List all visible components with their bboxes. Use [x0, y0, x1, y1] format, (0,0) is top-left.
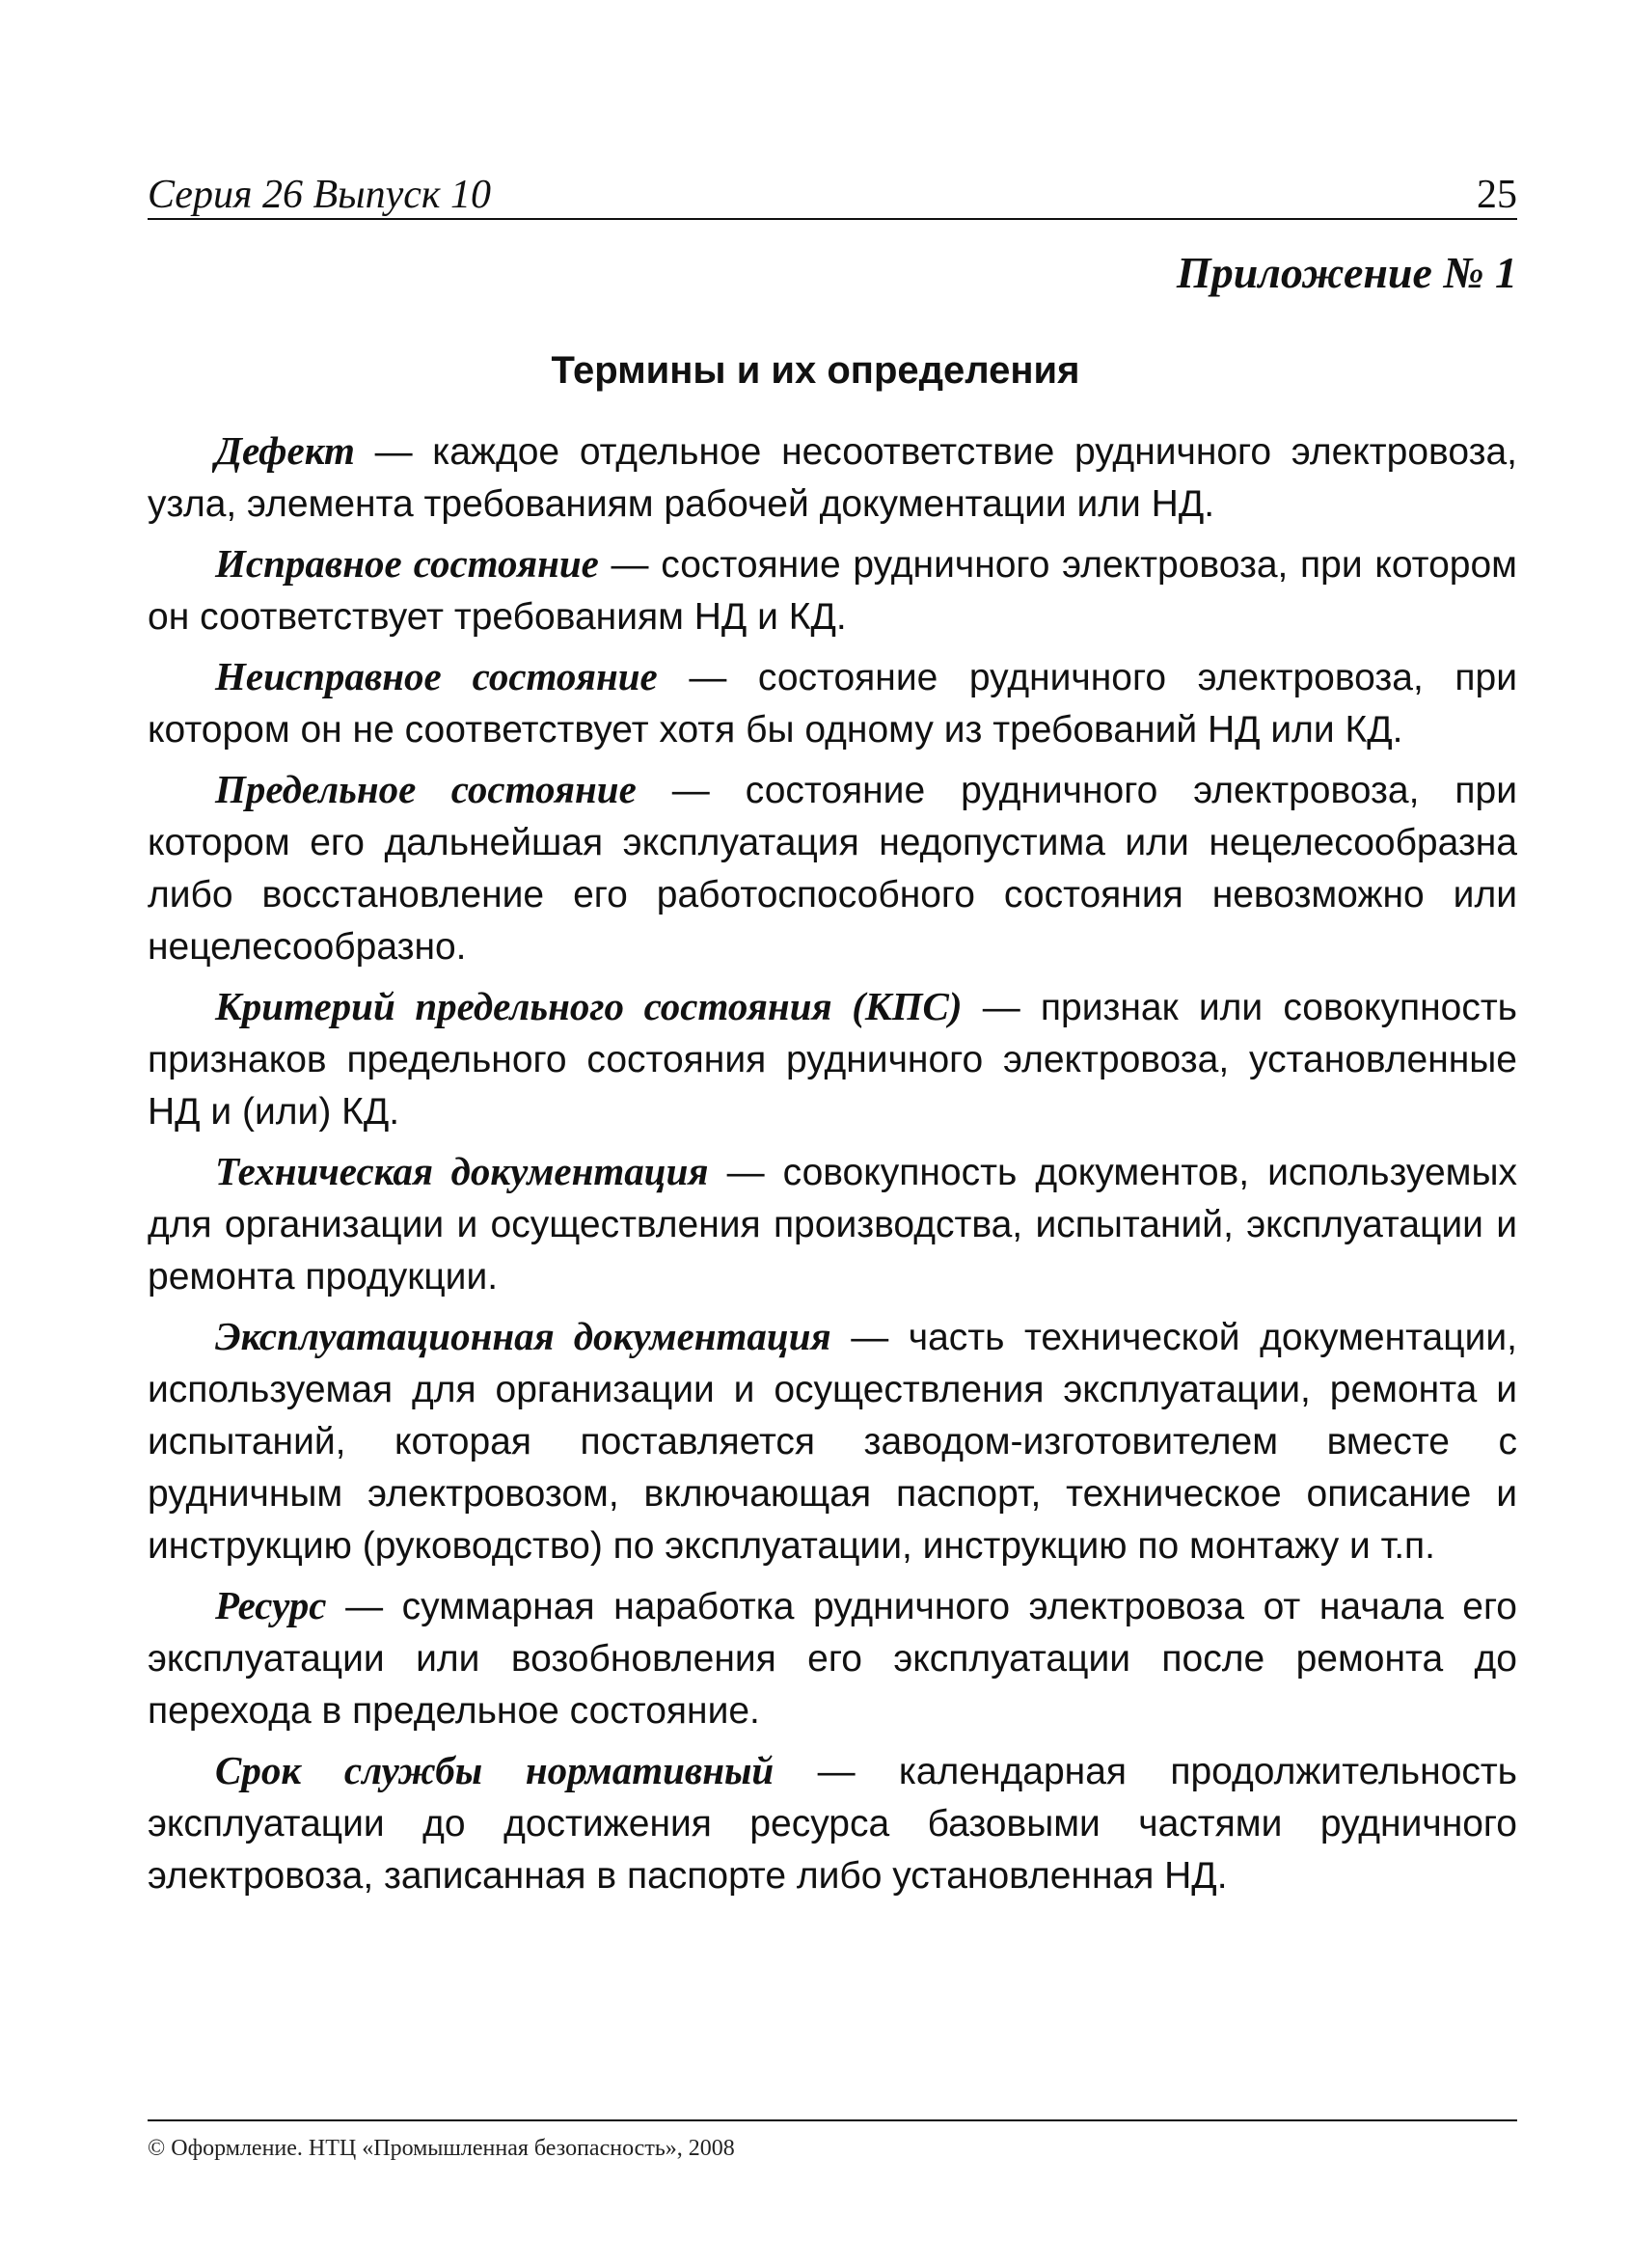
- page-number: 25: [1477, 173, 1517, 217]
- definition-defect: [148, 424, 1517, 531]
- definition-term: Предельное состояние: [215, 767, 637, 811]
- definition-term: Дефект: [215, 428, 355, 473]
- copyright-footer: © Оформление. НТЦ «Промышленная безопасность», 2008: [148, 2136, 735, 2161]
- footer-divider: [148, 2119, 1517, 2121]
- section-title: Термины и их определения: [551, 349, 1080, 392]
- series-label: Серия 26 Выпуск 10: [148, 173, 491, 217]
- definition-technical-documentation: [148, 1145, 1517, 1303]
- definition-term: Критерий предельного состояния (КПС): [215, 984, 963, 1028]
- definition-term: Исправное состояние: [215, 541, 599, 586]
- definition-text: — состояние рудничного электровоза, при котором он не соответствует хотя бы одному из требований НД или КД.: [148, 657, 1517, 751]
- definition-term: Срок службы нормативный: [215, 1748, 775, 1792]
- definition-term: Техническая документация: [215, 1149, 709, 1193]
- definition-text: — состояние рудничного электровоза, при котором его дальнейшая эксплуатация недопустима или нецелесообразна либо восстановление его работоспособного состояния невозможно или нецелесообразно.: [148, 770, 1517, 968]
- definition-term: Неисправное состояние: [215, 654, 658, 698]
- definition-faulty-state: [148, 650, 1517, 756]
- definition-operational-documentation: [148, 1310, 1517, 1572]
- definition-term: Эксплуатационная документация: [215, 1314, 831, 1358]
- definition-limit-state: [148, 763, 1517, 973]
- definition-service-life: [148, 1744, 1517, 1902]
- appendix-label: Приложение № 1: [1176, 248, 1517, 297]
- definition-text: — признак или совокупность признаков предельного состояния рудничного электровоза, установленные НД и (или) КД.: [148, 987, 1517, 1133]
- definition-text: — совокупность документов, используемых для организации и осуществления производства, испытаний, эксплуатации и ремонта продукции.: [148, 1152, 1517, 1298]
- definition-text: — часть технической документации, используемая для организации и осуществления эксплуатации, ремонта и испытаний, которая поставляется заводом-изготовителем вместе с рудничным электровозом, включающая паспорт, техническое описание и инструкцию (руководство) по эксплуатации, инструкцию по монтажу и т.п.: [148, 1317, 1517, 1567]
- definition-limit-state-criterion: [148, 980, 1517, 1138]
- definition-text: — каждое отдельное несоответствие рудничного электровоза, узла, элемента требованиям рабочей документации или НД.: [148, 431, 1517, 525]
- definitions-list: [148, 424, 1517, 1909]
- definition-resource: [148, 1579, 1517, 1737]
- definition-serviceable-state: [148, 537, 1517, 643]
- definition-text: — состояние рудничного электровоза, при котором он соответствует требованиям НД и КД.: [148, 544, 1517, 638]
- definition-text: — суммарная наработка рудничного электровоза от начала его эксплуатации или возобновления его эксплуатации после ремонта до перехода в предельное состояние.: [148, 1586, 1517, 1732]
- definition-term: Ресурс: [215, 1583, 327, 1627]
- definition-text: — календарная продолжительность эксплуатации до достижения ресурса базовыми частями рудничного электровоза, записанная в паспорте либо установленная НД.: [148, 1751, 1517, 1897]
- running-header: [148, 172, 1517, 220]
